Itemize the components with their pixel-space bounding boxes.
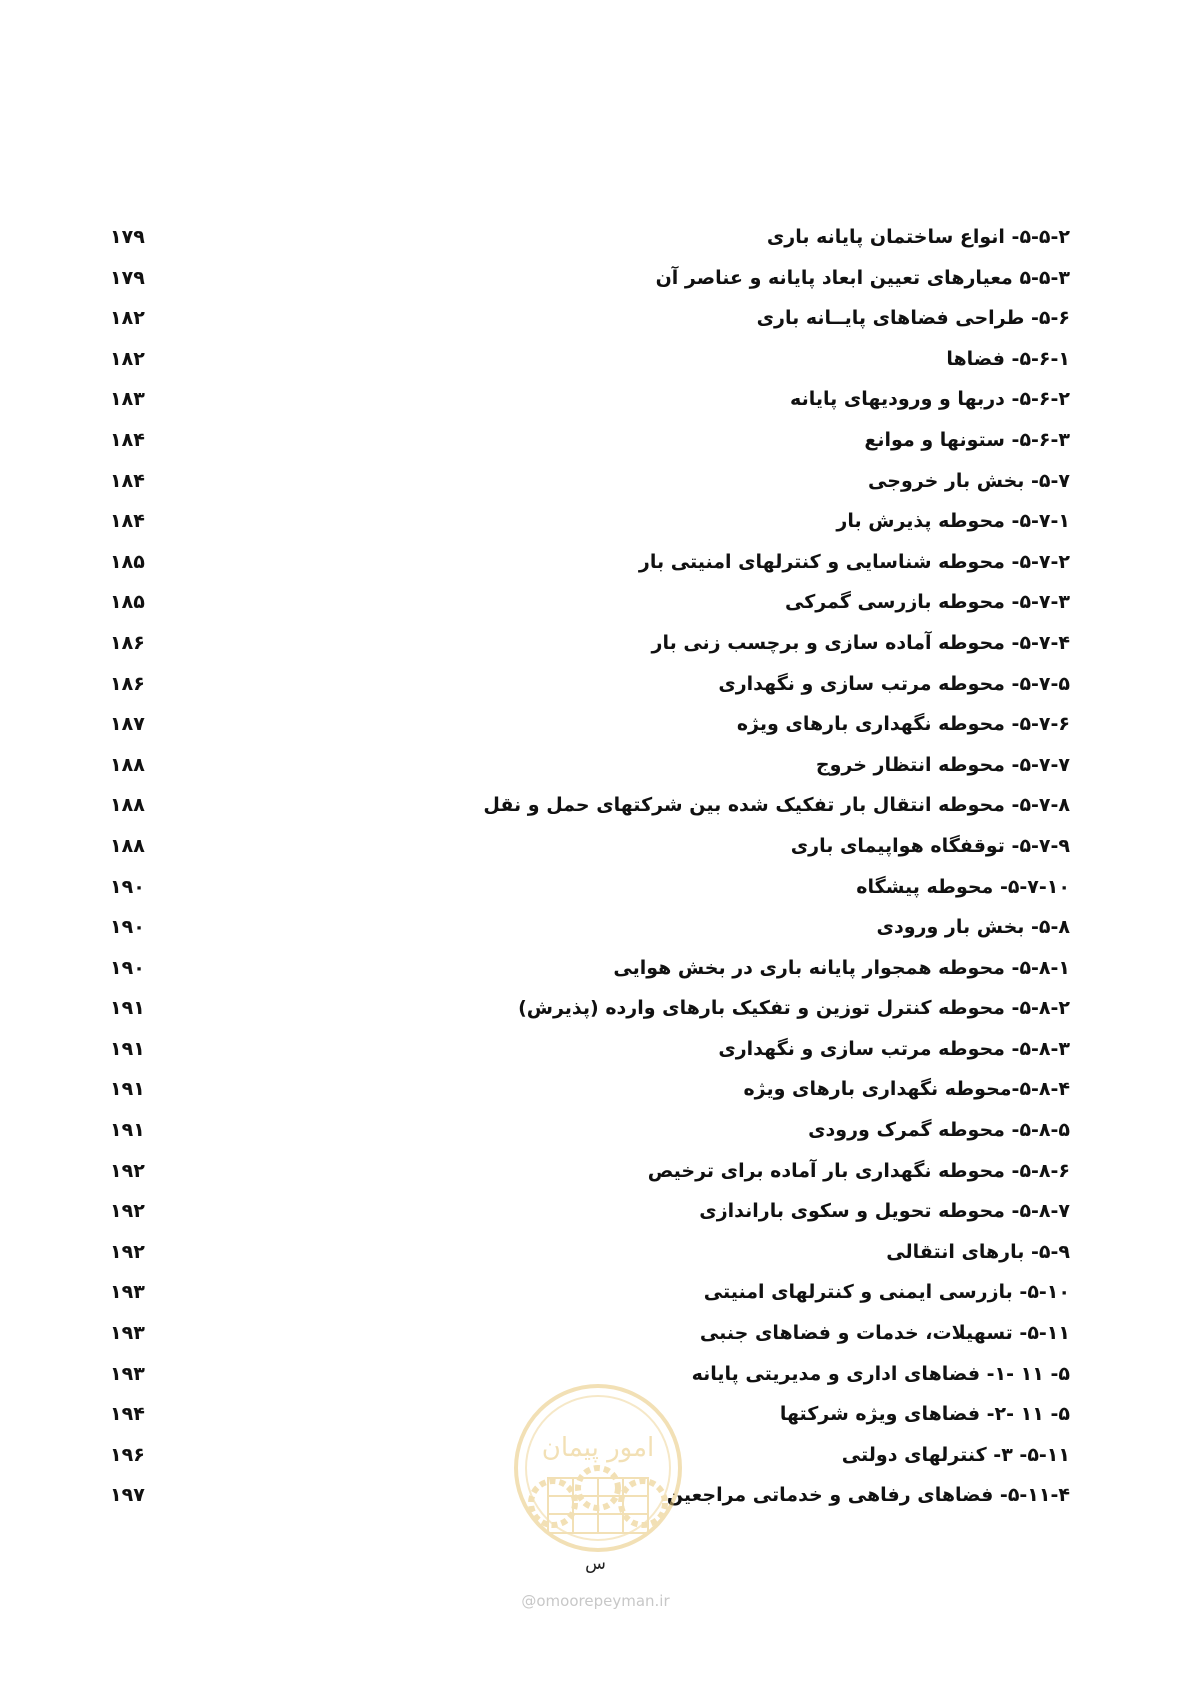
toc-row[interactable] [110,1069,1070,1110]
toc-entry-title: ۵-۷-۸- محوطه انتقال بار تفکیک شده بین شرکتهای حمل و نقل [483,794,1070,817]
toc-row[interactable] [110,623,1070,664]
toc-entry-page: ۱۸۴ [110,510,145,533]
toc-row[interactable] [110,1272,1070,1313]
toc-entry-title: ۵-۸-۲- محوطه کنترل توزین و تفکیک بارهای وارده (پذیرش) [518,997,1070,1020]
toc-row[interactable] [110,339,1070,380]
table-of-contents [110,217,1070,1516]
toc-entry-title: ۵-۷-۷- محوطه انتظار خروج [815,753,1070,776]
toc-row[interactable] [110,785,1070,826]
toc-entry-title: ۵-۸-۵- محوطه گمرک ورودی [808,1119,1070,1142]
toc-row[interactable] [110,948,1070,989]
toc-row[interactable] [110,1151,1070,1192]
toc-row[interactable] [110,826,1070,867]
toc-entry-page: ۱۸۶ [110,631,145,654]
toc-entry-title: ۵-۸- بخش بار ورودی [876,916,1070,939]
toc-entry-title: ۵-۷-۱۰- محوطه پیشگاه [856,875,1070,898]
toc-row[interactable] [110,542,1070,583]
toc-entry-title: ۵-۸-۳- محوطه مرتب سازی و نگهداری [718,1037,1070,1060]
toc-entry-page: ۱۸۵ [110,591,145,614]
toc-row[interactable] [110,420,1070,461]
toc-row[interactable] [110,582,1070,623]
toc-row[interactable] [110,745,1070,786]
toc-entry-page: ۱۹۲ [110,1200,145,1223]
toc-entry-page: ۱۹۰ [110,956,145,979]
toc-entry-title: ۵- ۱۱ -۲- فضاهای ویژه شرکتها [779,1403,1070,1426]
toc-entry-page: ۱۸۲ [110,347,145,370]
toc-entry-title: ۵-۸-۴-محوطه نگهداری بارهای ویژه [743,1078,1070,1101]
toc-row[interactable] [110,1232,1070,1273]
toc-entry-page: ۱۹۰ [110,916,145,939]
toc-entry-title: ۵-۸-۷- محوطه تحویل و سکوی باراندازی [699,1200,1070,1223]
toc-row[interactable] [110,217,1070,258]
toc-row[interactable] [110,988,1070,1029]
toc-entry-page: ۱۸۶ [110,672,145,695]
toc-row[interactable] [110,461,1070,502]
toc-entry-title: ۵-۶- طراحی فضاهای پایــانه باری [756,307,1070,330]
toc-entry-title: ۵-۸-۱- محوطه همجوار پایانه باری در بخش هوایی [613,956,1070,979]
toc-entry-page: ۱۹۱ [110,997,145,1020]
toc-entry-page: ۱۹۷ [110,1484,145,1507]
toc-entry-page: ۱۹۳ [110,1362,145,1385]
toc-entry-page: ۱۹۳ [110,1281,145,1304]
toc-entry-title: ۵-۶-۳- ستونها و موانع [864,428,1070,451]
toc-entry-title: ۵-۷-۱- محوطه پذیرش بار [836,510,1070,533]
toc-row[interactable] [110,1029,1070,1070]
toc-entry-page: ۱۹۱ [110,1119,145,1142]
toc-entry-title: ۵-۶-۲- دربها و ورودیهای پایانه [790,388,1070,411]
toc-entry-page: ۱۸۴ [110,428,145,451]
toc-entry-page: ۱۹۴ [110,1403,145,1426]
watermark-logo-text: امور پیمان [541,1433,655,1463]
toc-entry-page: ۱۹۱ [110,1037,145,1060]
toc-entry-page: ۱۹۲ [110,1159,145,1182]
toc-entry-page: ۱۸۳ [110,388,145,411]
toc-entry-page: ۱۹۲ [110,1240,145,1263]
toc-entry-page: ۱۹۶ [110,1443,145,1466]
toc-entry-title: ۵- ۱۱ -۱- فضاهای اداری و مدیریتی پایانه [691,1362,1070,1385]
toc-entry-title: ۵-۷-۹- توقفگاه هواپیمای باری [790,834,1070,857]
toc-entry-page: ۱۷۹ [110,266,145,289]
toc-entry-page: ۱۹۳ [110,1322,145,1345]
toc-row[interactable] [110,907,1070,948]
toc-row[interactable] [110,1110,1070,1151]
page-number: س [585,1554,606,1574]
toc-row[interactable] [110,379,1070,420]
toc-entry-page: ۱۷۹ [110,226,145,248]
toc-entry-page: ۱۸۲ [110,307,145,330]
watermark-url: @omoorepeyman.ir [521,1592,670,1610]
toc-entry-title: ۵-۸-۶- محوطه نگهداری بار آماده برای ترخیص [647,1159,1070,1182]
toc-entry-title: ۵-۱۰- بازرسی ایمنی و کنترلهای امنیتی [703,1281,1070,1304]
toc-row[interactable] [110,1313,1070,1354]
toc-row[interactable] [110,501,1070,542]
toc-row[interactable] [110,298,1070,339]
toc-entry-page: ۱۹۱ [110,1078,145,1101]
toc-entry-title: ۵-۱۱- تسهیلات، خدمات و فضاهای جنبی [699,1322,1070,1345]
toc-entry-title: ۵-۷-۳- محوطه بازرسی گمرکی [784,591,1070,614]
toc-entry-title: ۵-۷-۶- محوطه نگهداری بارهای ویژه [736,713,1070,736]
toc-entry-page: ۱۸۷ [110,713,145,736]
toc-entry-title: ۵-۷-۴- محوطه آماده سازی و برچسب زنی بار [651,631,1070,654]
toc-entry-title: ۵-۶-۱- فضاها [946,347,1070,370]
toc-entry-page: ۱۸۵ [110,550,145,573]
toc-entry-title: ۵-۷-۲- محوطه شناسایی و کنترلهای امنیتی بار [638,550,1070,573]
toc-entry-page: ۱۸۸ [110,794,145,817]
toc-entry-title: ۵-۱۱- ۳- کنترلهای دولتی [841,1443,1070,1466]
toc-row[interactable] [110,1191,1070,1232]
toc-entry-title: ۵-۷- بخش بار خروجی [868,469,1070,492]
toc-row[interactable] [110,664,1070,705]
toc-row[interactable] [110,867,1070,908]
toc-entry-title: ۵-۵-۳ معیارهای تعیین ابعاد پایانه و عناصر آن [655,266,1070,289]
toc-entry-title: ۵-۱۱-۴- فضاهای رفاهی و خدماتی مراجعین [666,1484,1070,1507]
toc-entry-page: ۱۸۸ [110,753,145,776]
toc-entry-page: ۱۸۴ [110,469,145,492]
toc-entry-title: ۵-۷-۵- محوطه مرتب سازی و نگهداری [718,672,1070,695]
toc-entry-title: ۵-۹- بارهای انتقالی [886,1240,1070,1263]
toc-entry-title: ۵-۵-۲- انواع ساختمان پایانه باری [766,226,1070,248]
toc-entry-page: ۱۹۰ [110,875,145,898]
toc-row[interactable] [110,258,1070,299]
toc-row[interactable] [110,704,1070,745]
toc-entry-page: ۱۸۸ [110,834,145,857]
